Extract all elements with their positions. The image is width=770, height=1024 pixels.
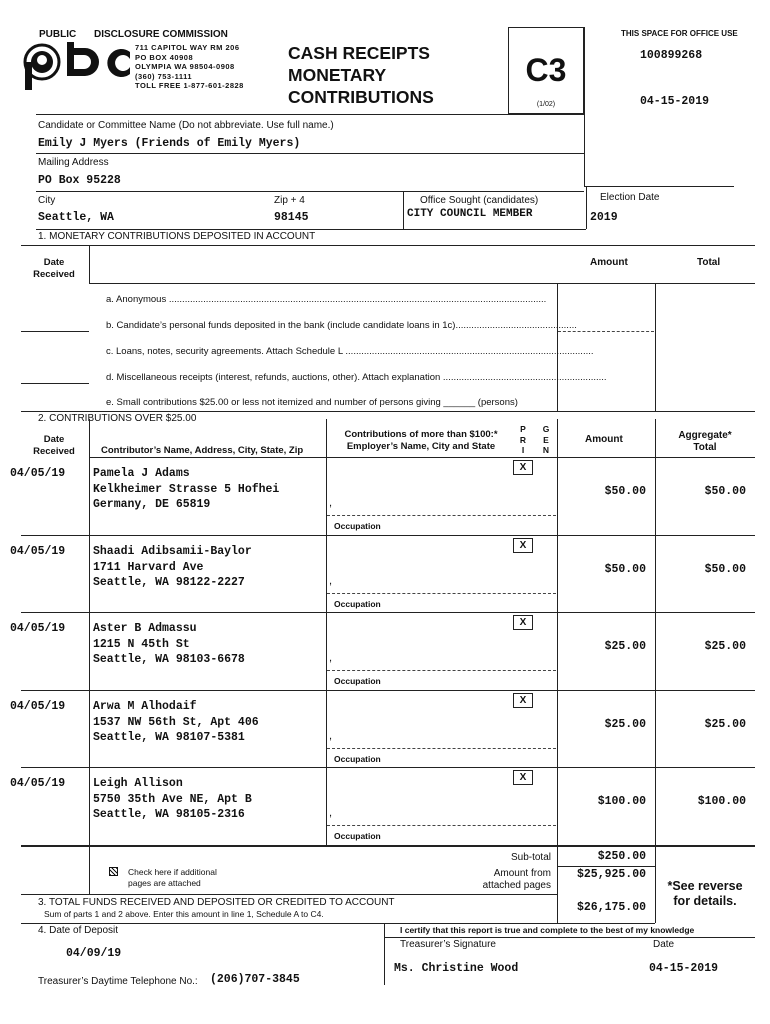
subtotal-value: $250.00 (597, 850, 646, 863)
prior-mark-box[interactable] (513, 693, 533, 708)
amount-header: Amount (585, 434, 623, 445)
row-b-label: b. Candidate’s personal funds deposited in the bank (include candidate loans in 1c) (106, 320, 456, 331)
aggregate-total: $50.00 (704, 562, 746, 576)
section1-amount-header: Amount (590, 257, 628, 268)
mailing-address-label: Mailing Address (38, 157, 109, 168)
phone-label: Treasurer’s Daytime Telephone No.: (38, 976, 198, 987)
employer-comma: , (329, 807, 333, 819)
contributor-name: Aster B Admassu (93, 622, 197, 635)
section1-row-a: a. Anonymous ............................................................................................................................................... (106, 294, 547, 305)
prior-mark: X (519, 462, 527, 473)
election-date-label: Election Date (600, 192, 660, 203)
employer-header-line2: Employer’s Name, City and State (346, 441, 496, 452)
candidate-name-label: Candidate or Committee Name (Do not abbreviate. Use full name.) (38, 120, 334, 131)
contributor-city: Seattle, WA 98107-5381 (93, 730, 245, 744)
row-d-label: d. Miscellaneous receipts (interest, refunds, auctions, other). Attach explanation (106, 372, 441, 383)
grand-total-value: $26,175.00 (576, 901, 646, 914)
attached-note-line2: pages are attached (128, 877, 201, 888)
section1-title: 1. MONETARY CONTRIBUTIONS DEPOSITED IN ACCOUNT (38, 231, 316, 242)
form-title (288, 42, 434, 108)
see-reverse-line1: *See reverse (667, 879, 743, 893)
aggregate-total: $50.00 (704, 485, 746, 498)
contribution-date: 04/05/19 (10, 622, 66, 635)
contributor-header: Contributor’s Name, Address, City, State, Zip (101, 445, 304, 456)
contributor-city: Germany, DE 65819 (93, 498, 211, 511)
zip: 98145 (274, 211, 309, 224)
occupation-label: Occupation (334, 676, 381, 686)
employer-comma: , (329, 497, 333, 509)
agency-name-right: DISCLOSURE COMMISSION (94, 29, 228, 40)
pri-header (513, 424, 533, 456)
contribution-date: 04/05/19 (10, 777, 66, 790)
office-date: 04-15-2019 (640, 95, 710, 108)
contributor-city: Seattle, WA 98103-6678 (93, 653, 245, 666)
contributor-name: Pamela J Adams (93, 467, 190, 480)
address-line: (360) 753-1111 (135, 71, 193, 81)
row-e-label: e. Small contributions $25.00 or less not itemized and number of persons giving ______ (persons) (106, 397, 518, 408)
attached-pages-checkbox[interactable] (109, 867, 118, 876)
contribution-date: 04/05/19 (10, 544, 66, 558)
aggregate-header-line2: Total (693, 442, 717, 453)
attached-label-line1: Amount from (493, 868, 551, 879)
pri-letter: R (519, 434, 527, 445)
gen-letter: E (543, 434, 549, 445)
subtotal-label: Sub-total (510, 852, 551, 863)
prior-mark: X (519, 617, 527, 628)
prior-mark: X (519, 539, 527, 551)
section1-row-c: c. Loans, notes, security agreements. Attach Schedule L .............................................................................................. (106, 346, 594, 357)
zip-label: Zip + 4 (274, 195, 305, 206)
election-date: 2019 (590, 211, 618, 224)
contributor-name: Leigh Allison (93, 777, 183, 790)
section1-row-b: b. Candidate’s personal funds deposited in the bank (include candidate loans in 1c).............................................. (106, 320, 577, 331)
mailing-address: PO Box 95228 (38, 174, 121, 187)
header-received: Received (33, 269, 75, 280)
office-id: 100899268 (640, 49, 703, 62)
section2-title: 2. CONTRIBUTIONS OVER $25.00 (38, 413, 197, 424)
form-title-line: CASH RECEIPTS (288, 43, 430, 63)
city-label: City (38, 195, 56, 206)
office-sought: CITY COUNCIL MEMBER (407, 208, 533, 220)
aggregate-total: $100.00 (697, 795, 746, 808)
section3-title: 3. TOTAL FUNDS RECEIVED AND DEPOSITED OR CREDITED TO ACCOUNT (38, 897, 395, 908)
contributor-address: 1215 N 45th St (93, 638, 190, 651)
treasurer-phone: (206)707-3845 (210, 973, 300, 986)
form-title-line: CONTRIBUTIONS (288, 87, 434, 107)
prior-mark-box[interactable] (513, 460, 533, 475)
occupation-label: Occupation (334, 521, 381, 531)
contributor-city: Seattle, WA 98105-2316 (93, 808, 245, 821)
contribution-amount: $25.00 (604, 717, 646, 731)
header-date: Date (43, 434, 65, 445)
contributor-name: Arwa M Alhodaif (93, 699, 197, 713)
deposit-date-label: 4. Date of Deposit (38, 925, 119, 936)
employer-comma: , (329, 652, 333, 664)
row-c-label: c. Loans, notes, security agreements. Attach Schedule L (106, 346, 343, 357)
form-code: C3 (525, 52, 567, 88)
contribution-date: 04/05/19 (10, 699, 66, 713)
signature-date-label: Date (653, 939, 675, 950)
contribution-amount: $50.00 (604, 485, 646, 498)
aggregate-header-line1: Aggregate* (678, 430, 732, 441)
signature-label: Treasurer’s Signature (400, 939, 496, 950)
occupation-label: Occupation (334, 831, 381, 841)
contributor-address: 5750 35th Ave NE, Apt B (93, 793, 252, 806)
header-date: Date (43, 257, 65, 268)
aggregate-total: $25.00 (704, 717, 746, 731)
candidate-name: Emily J Myers (Friends of Emily Myers) (38, 137, 301, 150)
treasurer-signature: Ms. Christine Wood (394, 962, 519, 975)
employer-comma: , (329, 574, 333, 587)
prior-mark: X (519, 772, 527, 783)
office-use-label: THIS SPACE FOR OFFICE USE (621, 29, 738, 38)
address-line: 711 CAPITOL WAY RM 206 (135, 43, 240, 52)
contribution-amount: $100.00 (597, 795, 646, 808)
attached-label-line2: attached pages (482, 880, 551, 891)
aggregate-total: $25.00 (704, 640, 746, 653)
office-sought-label: Office Sought (candidates) (420, 195, 539, 206)
row-a-label: a. Anonymous (106, 294, 167, 305)
contributor-name: Shaadi Adibsamii-Baylor (93, 544, 252, 558)
employer-header (330, 429, 512, 453)
contribution-amount: $25.00 (604, 640, 646, 653)
contributor-city: Seattle, WA 98122-2227 (93, 575, 245, 589)
see-reverse-note (658, 879, 752, 909)
section1-total-header: Total (697, 257, 721, 268)
attached-amount-label (440, 868, 551, 892)
section1-row-d: d. Miscellaneous receipts (interest, refunds, auctions, other). Attach explanation .............................................................. (106, 372, 607, 383)
pdc-logo (22, 40, 134, 90)
prior-mark: X (519, 694, 527, 706)
contribution-date: 04/05/19 (10, 467, 66, 480)
address-line: PO BOX 40908 (135, 52, 194, 62)
employer-header-line1: Contributions of more than $100:* (344, 429, 498, 440)
form-version: (1/02) (536, 101, 556, 108)
occupation-label: Occupation (334, 598, 381, 609)
prior-mark-box[interactable] (513, 770, 533, 785)
employer-comma: , (329, 729, 333, 742)
occupation-label: Occupation (334, 753, 381, 764)
certification-text: I certify that this report is true and complete to the best of my knowledge (400, 925, 695, 935)
city: Seattle, WA (38, 211, 114, 224)
signature-date: 04-15-2019 (649, 962, 719, 975)
section1-date-header (22, 257, 86, 281)
pri-letter: I (521, 445, 525, 455)
deposit-date: 04/09/19 (66, 947, 122, 960)
section3-subtitle: Sum of parts 1 and 2 above. Enter this amount in line 1, Schedule A to C4. (44, 909, 324, 919)
agency-address (135, 43, 244, 91)
prior-mark-box[interactable] (513, 538, 533, 553)
form-title-line: MONETARY (288, 65, 387, 85)
contribution-amount: $50.00 (604, 562, 646, 576)
see-reverse-line2: for details. (673, 894, 737, 908)
gen-letter: N (542, 445, 550, 455)
agency-name-left: PUBLIC (39, 29, 77, 40)
section2-date-header (22, 434, 86, 458)
attached-note-line1: Check here if additional (128, 867, 217, 877)
gen-letter: G (542, 424, 550, 434)
contributor-address: Kelkheimer Strasse 5 Hofhei (93, 483, 280, 496)
contributor-address: 1537 NW 56th St, Apt 406 (93, 715, 259, 729)
address-line: OLYMPIA WA 98504-0908 (135, 62, 235, 71)
pri-letter: P (520, 424, 526, 434)
contributor-address: 1711 Harvard Ave (93, 560, 204, 574)
header-received: Received (33, 446, 75, 457)
section1-row-e (106, 397, 566, 408)
attached-pages-note (128, 867, 217, 888)
address-line: TOLL FREE 1-877-601-2828 (135, 81, 244, 90)
attached-amount-value: $25,925.00 (576, 868, 646, 881)
gen-header (536, 424, 556, 456)
aggregate-header (660, 430, 750, 454)
prior-mark-box[interactable] (513, 615, 533, 630)
